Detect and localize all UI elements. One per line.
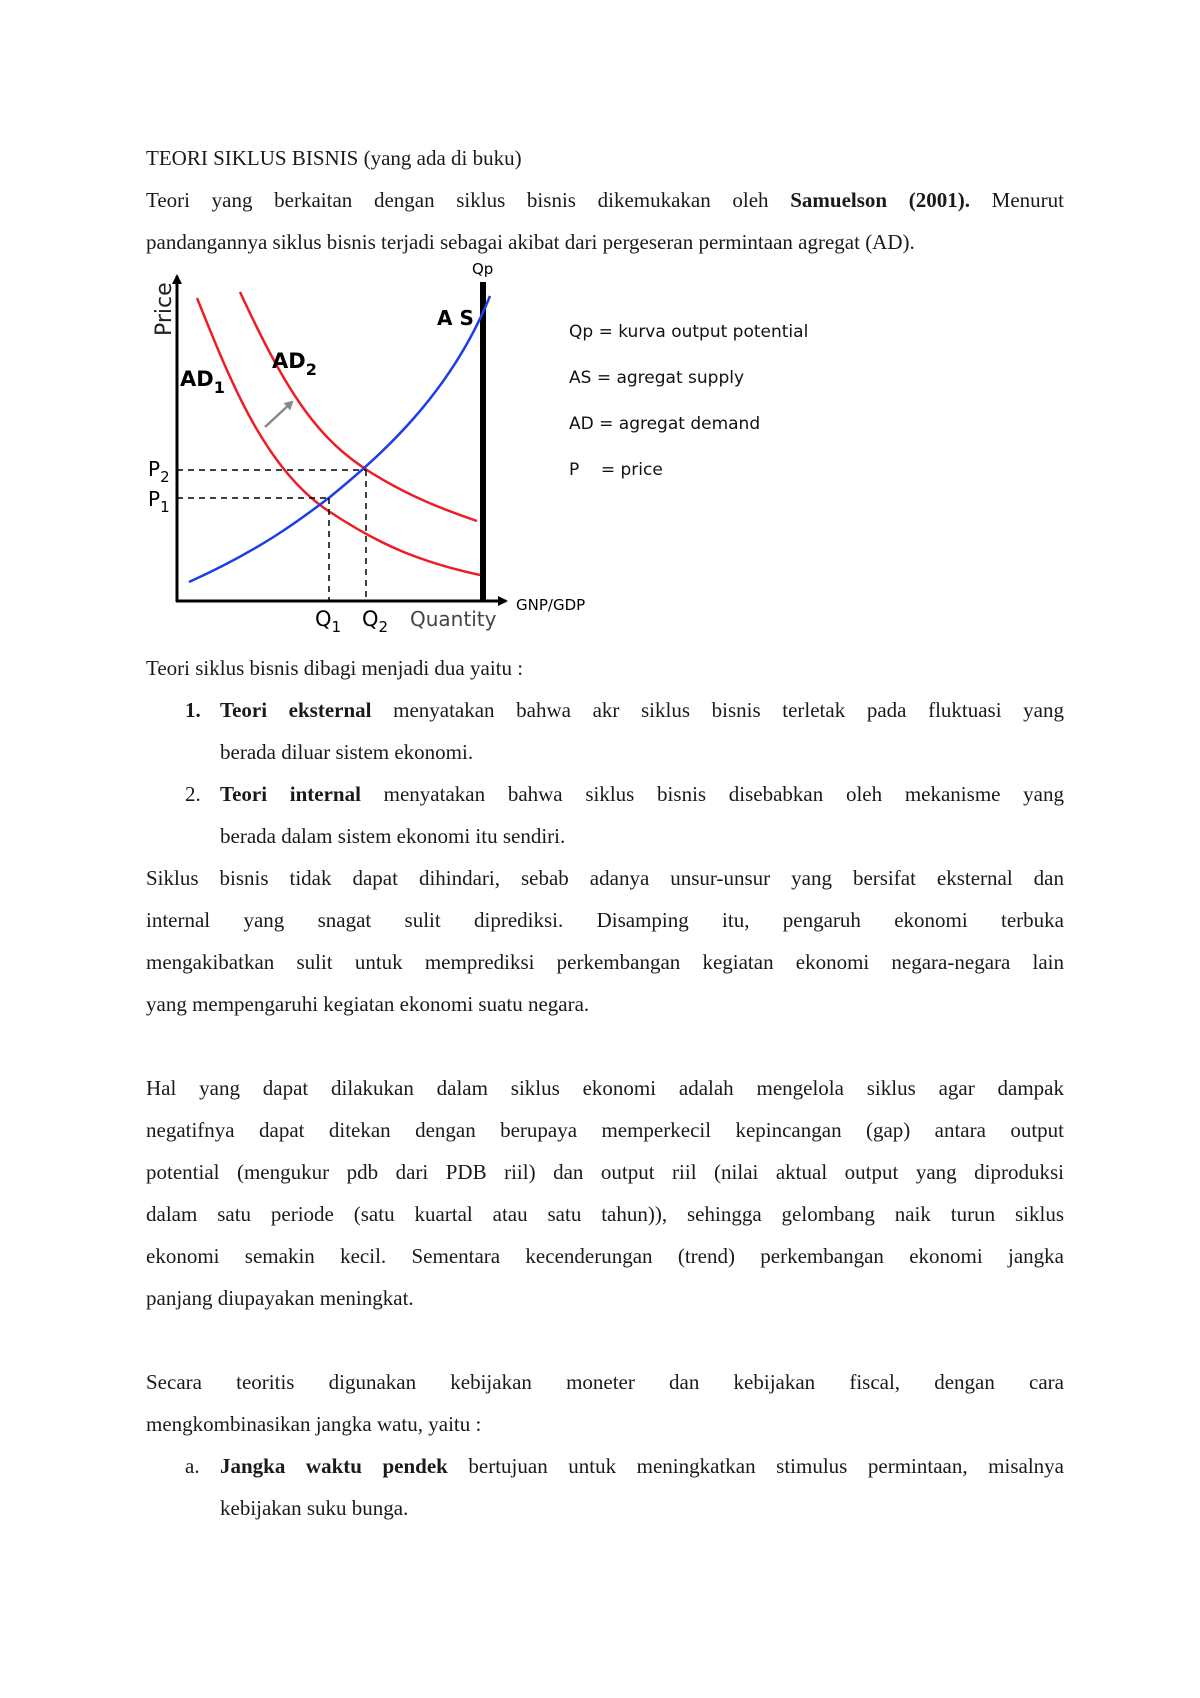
intro-text-end: Menurut: [970, 188, 1064, 212]
para3-line-2: mengkombinasikan jangka watu, yaitu :: [146, 1412, 482, 1436]
qp-label: Qp: [472, 260, 494, 278]
q2-label: $Q_2$: [362, 607, 389, 636]
p1-label: $P_1$: [148, 487, 170, 516]
para1-line-3: mengakibatkan sulit untuk memprediksi perkembangan kegiatan ekonomi negara-negara lain: [146, 950, 1064, 974]
ad-as-diagram: [140, 255, 610, 640]
list-item-a-text: bertujuan untuk meningkatkan stimulus permintaan, misalnya: [447, 1454, 1064, 1478]
para2-line-3: potential (mengukur pdb dari PDB riil) dan output riil (nilai aktual output yang diproduksi: [146, 1160, 1064, 1184]
y-axis-label: Price: [152, 282, 177, 336]
gnp-label: GNP/GDP: [516, 596, 586, 614]
list-item-2-text: menyatakan bahwa siklus bisnis disebabkan oleh mekanisme yang: [360, 782, 1065, 806]
para1-line-4: yang mempengaruhi kegiatan ekonomi suatu negara.: [146, 992, 590, 1016]
list-item-1-line-2: berada diluar sistem ekonomi.: [220, 740, 474, 764]
para2-line-2: negatifnya dapat ditekan dengan berupaya memperkecil kepincangan (gap) antara output: [146, 1118, 1064, 1142]
para3-line-1: Secara teoritis digunakan kebijakan moneter dan kebijakan fiscal, dengan cara: [146, 1370, 1064, 1394]
list-item-a-line-1: [220, 1452, 1064, 1480]
list-number-2: 2.: [185, 782, 201, 806]
intro-line-1: [146, 186, 1064, 214]
para2-line-1: Hal yang dapat dilakukan dalam siklus ekonomi adalah mengelola siklus agar dampak: [146, 1076, 1064, 1100]
list-item-1-term: Teori eksternal: [220, 698, 372, 722]
as-curve: [189, 296, 490, 582]
shift-arrow: [265, 402, 292, 427]
ad1-label: $AD_1$: [180, 367, 225, 397]
x-axis-label: Quantity: [410, 607, 497, 631]
list-item-2-line-1: [220, 780, 1064, 808]
para2-line-4: dalam satu periode (satu kuartal atau satu tahun)), sehingga gelombang naik turun siklus: [146, 1202, 1064, 1226]
as-label: A S: [437, 306, 474, 330]
list-item-1-line-1: [220, 696, 1064, 724]
document-heading: TEORI SIKLUS BISNIS (yang ada di buku): [146, 146, 522, 170]
para1-line-1: Siklus bisnis tidak dapat dihindari, sebab adanya unsur-unsur yang bersifat eksternal dan: [146, 866, 1064, 890]
intro-line-2: pandangannya siklus bisnis terjadi sebagai akibat dari pergeseran permintaan agregat (AD).: [146, 230, 915, 254]
para1-line-2: internal yang snagat sulit diprediksi. Disamping itu, pengaruh ekonomi terbuka: [146, 908, 1064, 932]
para2-line-5: ekonomi semakin kecil. Sementara kecenderungan (trend) perkembangan ekonomi jangka: [146, 1244, 1064, 1268]
intro-author: Samuelson (2001).: [790, 188, 970, 212]
list-item-a-line-2: kebijakan suku bunga.: [220, 1496, 409, 1520]
division-lead: Teori siklus bisnis dibagi menjadi dua yaitu :: [146, 656, 524, 680]
para2-line-6: panjang diupayakan meningkat.: [146, 1286, 414, 1310]
p2-label: $P_2$: [148, 457, 170, 486]
list-item-1-text: menyatakan bahwa akr siklus bisnis terletak pada fluktuasi yang: [371, 698, 1064, 722]
list-letter-a: a.: [185, 1454, 200, 1478]
list-item-2-term: Teori internal: [220, 782, 361, 806]
q1-label: $Q_1$: [315, 607, 342, 636]
legend-ad: AD = agregat demand: [569, 414, 761, 434]
ad2-label: $AD_2$: [272, 349, 317, 379]
legend-qp: Qp = kurva output potential: [569, 322, 809, 342]
list-number-1: 1.: [185, 698, 201, 722]
legend-as: AS = agregat supply: [569, 368, 745, 388]
intro-text: Teori yang berkaitan dengan siklus bisnis dikemukakan oleh: [146, 188, 791, 212]
list-item-a-term: Jangka waktu pendek: [220, 1454, 448, 1478]
list-item-2-line-2: berada dalam sistem ekonomi itu sendiri.: [220, 824, 566, 848]
ad1-curve: [197, 298, 480, 575]
legend-p: P = price: [569, 460, 663, 480]
